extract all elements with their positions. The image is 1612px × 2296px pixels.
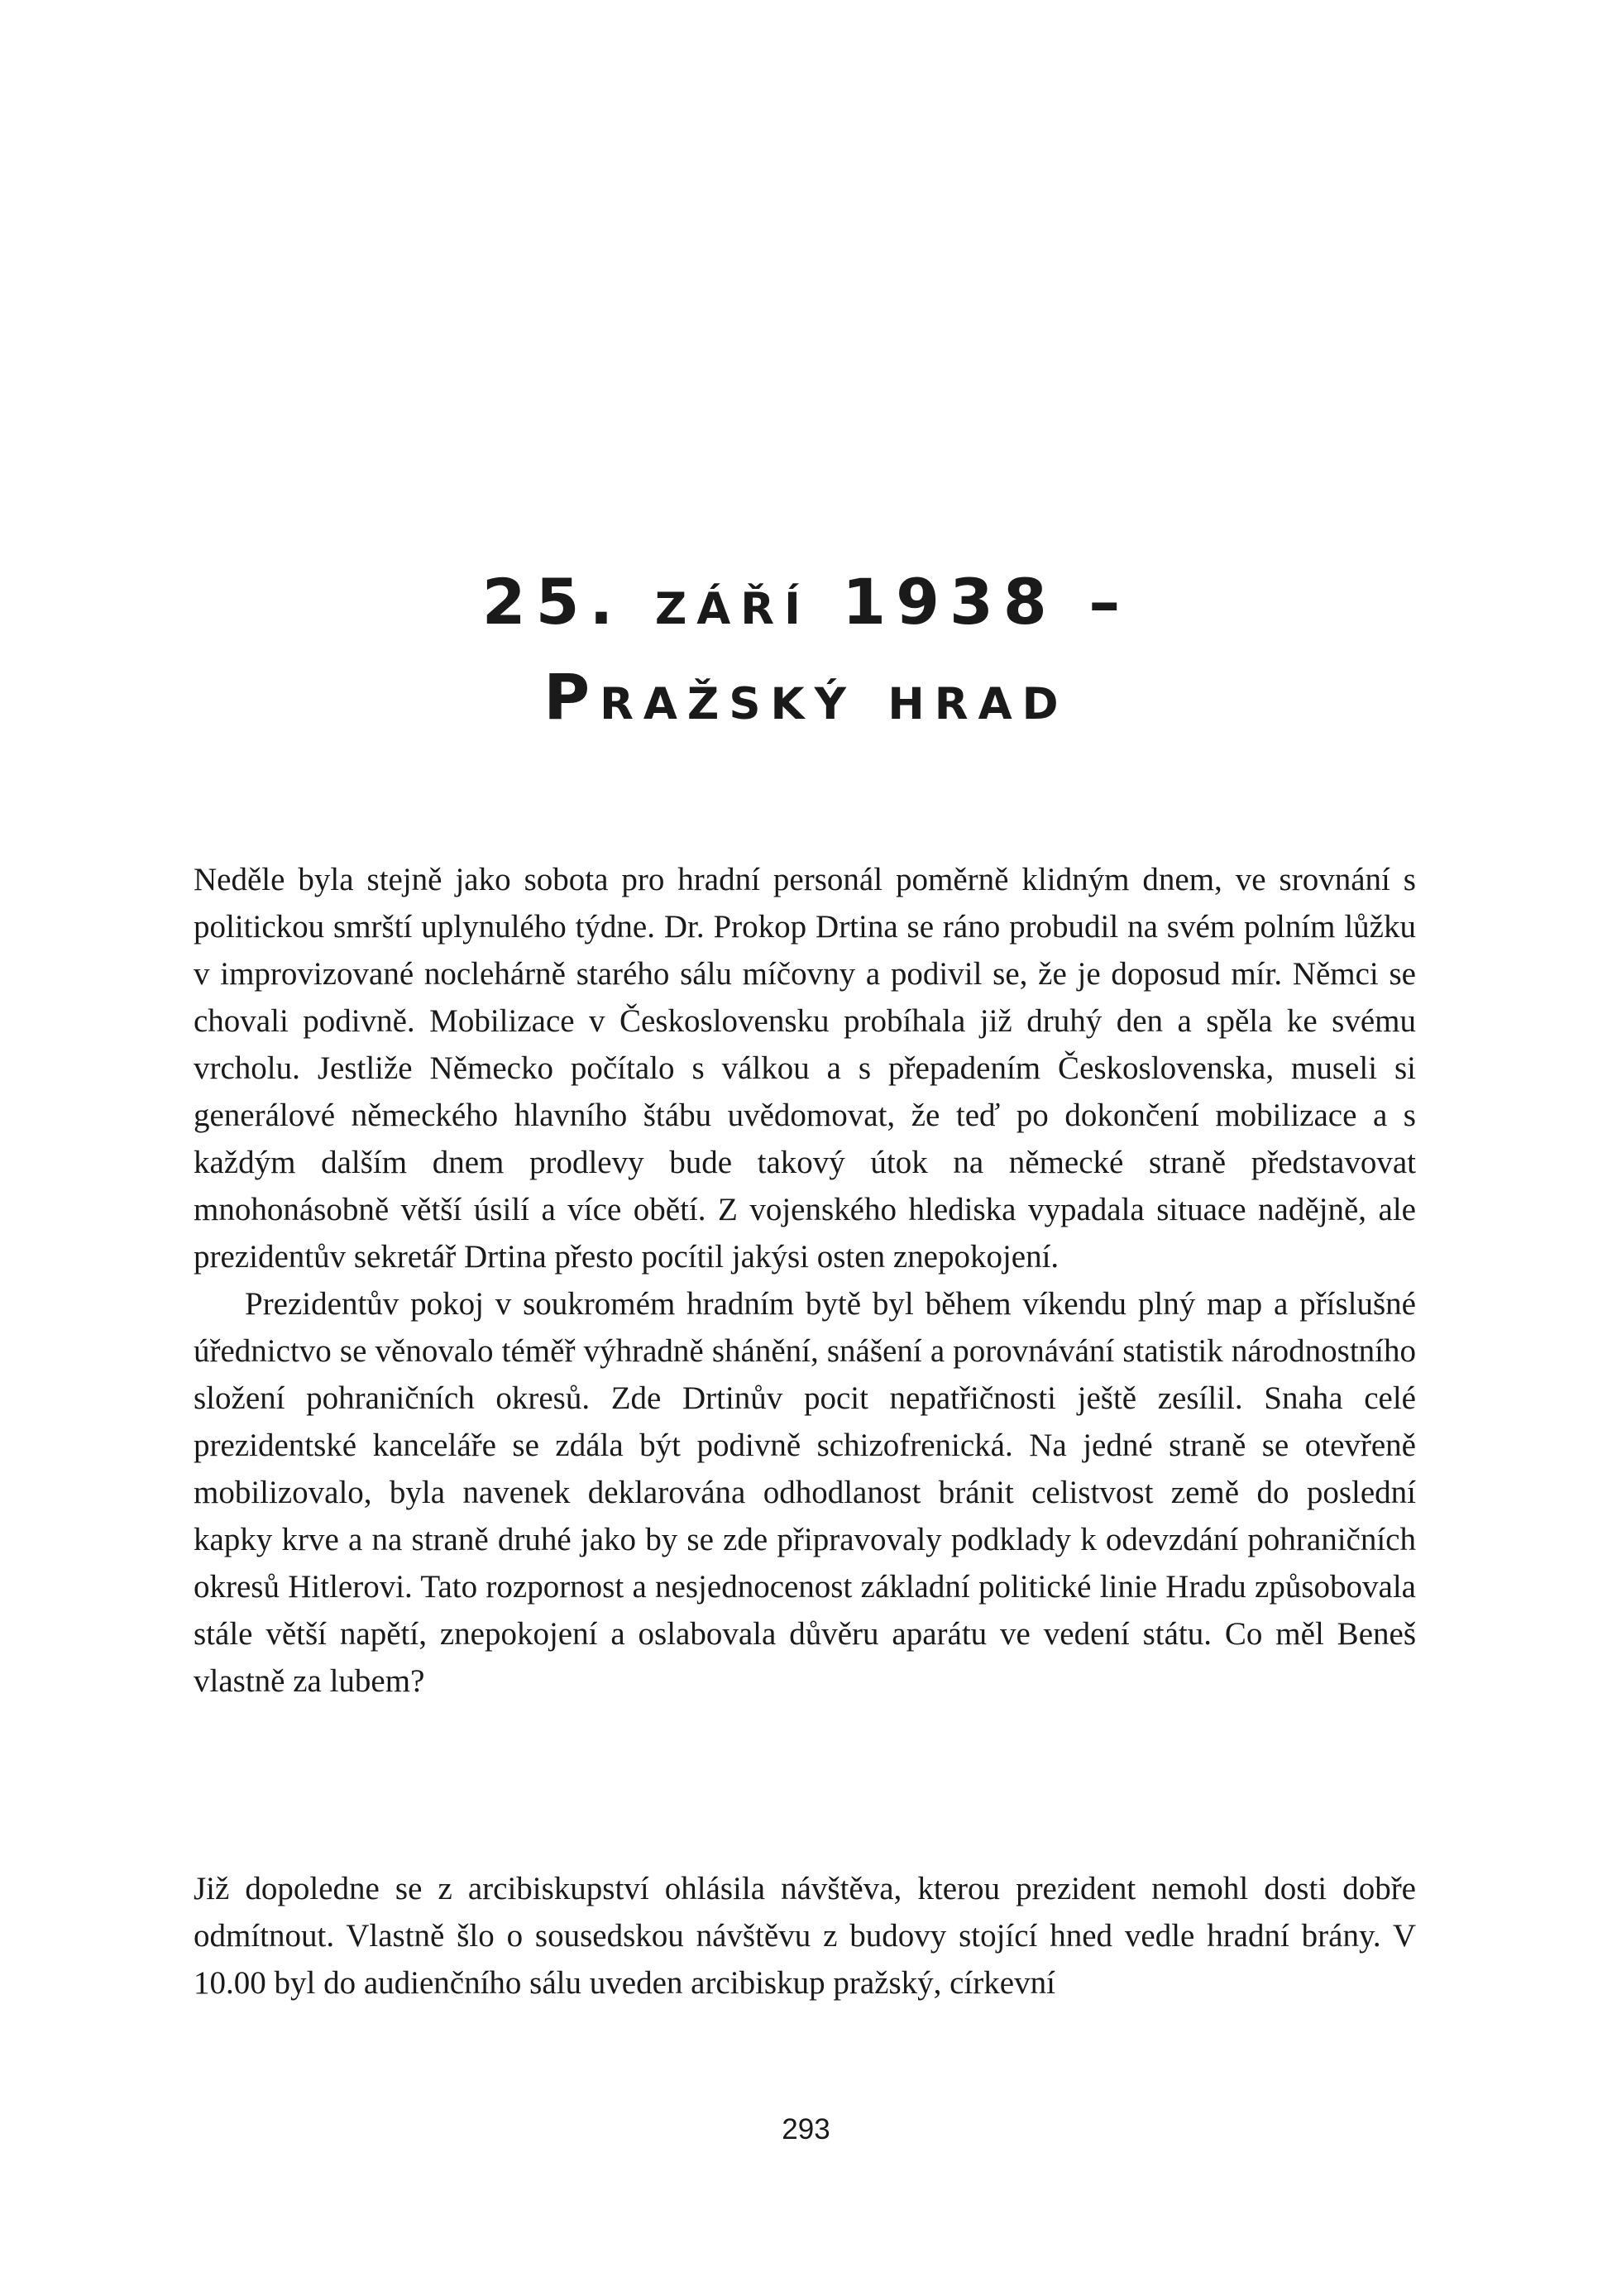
body-text-section-2 bbox=[194, 1865, 1416, 2007]
body-text-section-1 bbox=[194, 856, 1416, 1705]
chapter-title bbox=[0, 554, 1612, 744]
chapter-title-line-2: Pražský hrad bbox=[543, 660, 1069, 734]
paragraph-2: Prezidentův pokoj v soukromém hradním bytě byl během víkendu plný map a příslušné úřednictvo se věnovalo téměř výhradně shánění, snášení a porovnávání statistik národnostního složení pohraničních okresů. Zde Drtinův pocit nepatřičnosti ještě zesílil. Snaha celé prezidentské kanceláře se zdála být podivně schizofrenická. Na jedné straně se otevřeně mobilizovalo, byla navenek deklarována odhodlanost bránit celistvost země do poslední kapky krve a na straně druhé jako by se zde připravovaly podklady k odevzdání pohraničních okresů Hitlerovi. Tato rozpornost a nesjednocenost základní politické linie Hradu způsobovala stále větší napětí, znepokojení a oslabovala důvěru aparátu ve vedení státu. Co měl Beneš vlastně za lubem? bbox=[194, 1286, 1416, 1699]
page-number: 293 bbox=[782, 2113, 830, 2145]
chapter-title-line-1: 25. září 1938 – bbox=[481, 565, 1131, 639]
paragraph-1: Neděle byla stejně jako sobota pro hradní personál poměrně klidným dnem, ve srovnání s politickou smrští uplynulého týdne. Dr. Prokop Drtina se ráno probudil na svém polním lůžku v improvizované noclehárně starého sálu míčovny a podivil se, že je doposud mír. Němci se chovali podivně. Mobilizace v Československu probíhala již druhý den a spěla ke svému vrcholu. Jestliže Německo počítalo s válkou a s přepadením Československa, museli si generálové německého hlavního štábu uvědomovat, že teď po dokončení mobilizace a s každým dalším dnem prodlevy bude takový útok na německé straně představovat mnohonásobně větší úsilí a více obětí. Z vojenského hlediska vypadala situace nadějně, ale prezidentův sekretář Drtina přesto pocítil jakýsi osten znepokojení. bbox=[194, 862, 1416, 1275]
paragraph-3: Již dopoledne se z arcibiskupství ohlásila návštěva, kterou prezident nemohl dosti dobře odmítnout. Vlastně šlo o sousedskou návštěvu z budovy stojící hned vedle hradní brány. V 10.00 byl do audienčního sálu uveden arcibiskup pražský, církevní bbox=[194, 1871, 1416, 2001]
